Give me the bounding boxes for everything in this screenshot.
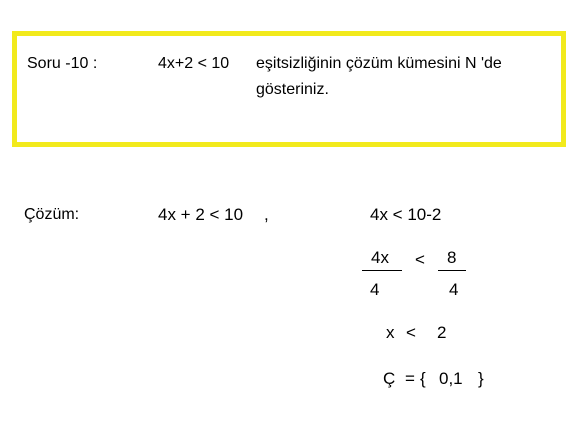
question-text-line1: eşitsizliğinin çözüm kümesini N 'de xyxy=(256,55,502,72)
fraction-left-bar xyxy=(362,270,402,271)
step4-value: 2 xyxy=(437,323,447,342)
step4-variable: x xyxy=(386,323,395,342)
question-text-line2: gösteriniz. xyxy=(256,81,329,98)
solution-set-close-brace: } xyxy=(478,369,484,388)
fraction-left-denominator: 4 xyxy=(370,280,380,299)
question-inequality: 4x+2 < 10 xyxy=(158,55,230,72)
solution-step2: 4x < 10-2 xyxy=(370,205,442,224)
solution-label: Çözüm: xyxy=(24,206,80,223)
fraction-right-denominator: 4 xyxy=(449,280,459,299)
solution-set-symbol: Ç xyxy=(383,369,396,388)
solution-step1: 4x + 2 < 10 xyxy=(158,205,244,224)
fraction-left-numerator: 4x xyxy=(371,248,389,267)
solution-set-open-brace: { xyxy=(420,369,426,388)
fraction-right-bar xyxy=(438,270,466,271)
fraction-operator: < xyxy=(415,250,425,269)
question-label: Soru -10 : xyxy=(27,55,98,72)
solution-set-values: 0,1 xyxy=(439,369,463,388)
solution-comma: , xyxy=(264,205,269,224)
step4-operator: < xyxy=(406,323,416,342)
fraction-right-numerator: 8 xyxy=(447,248,457,267)
solution-set-equals: = xyxy=(405,369,415,388)
